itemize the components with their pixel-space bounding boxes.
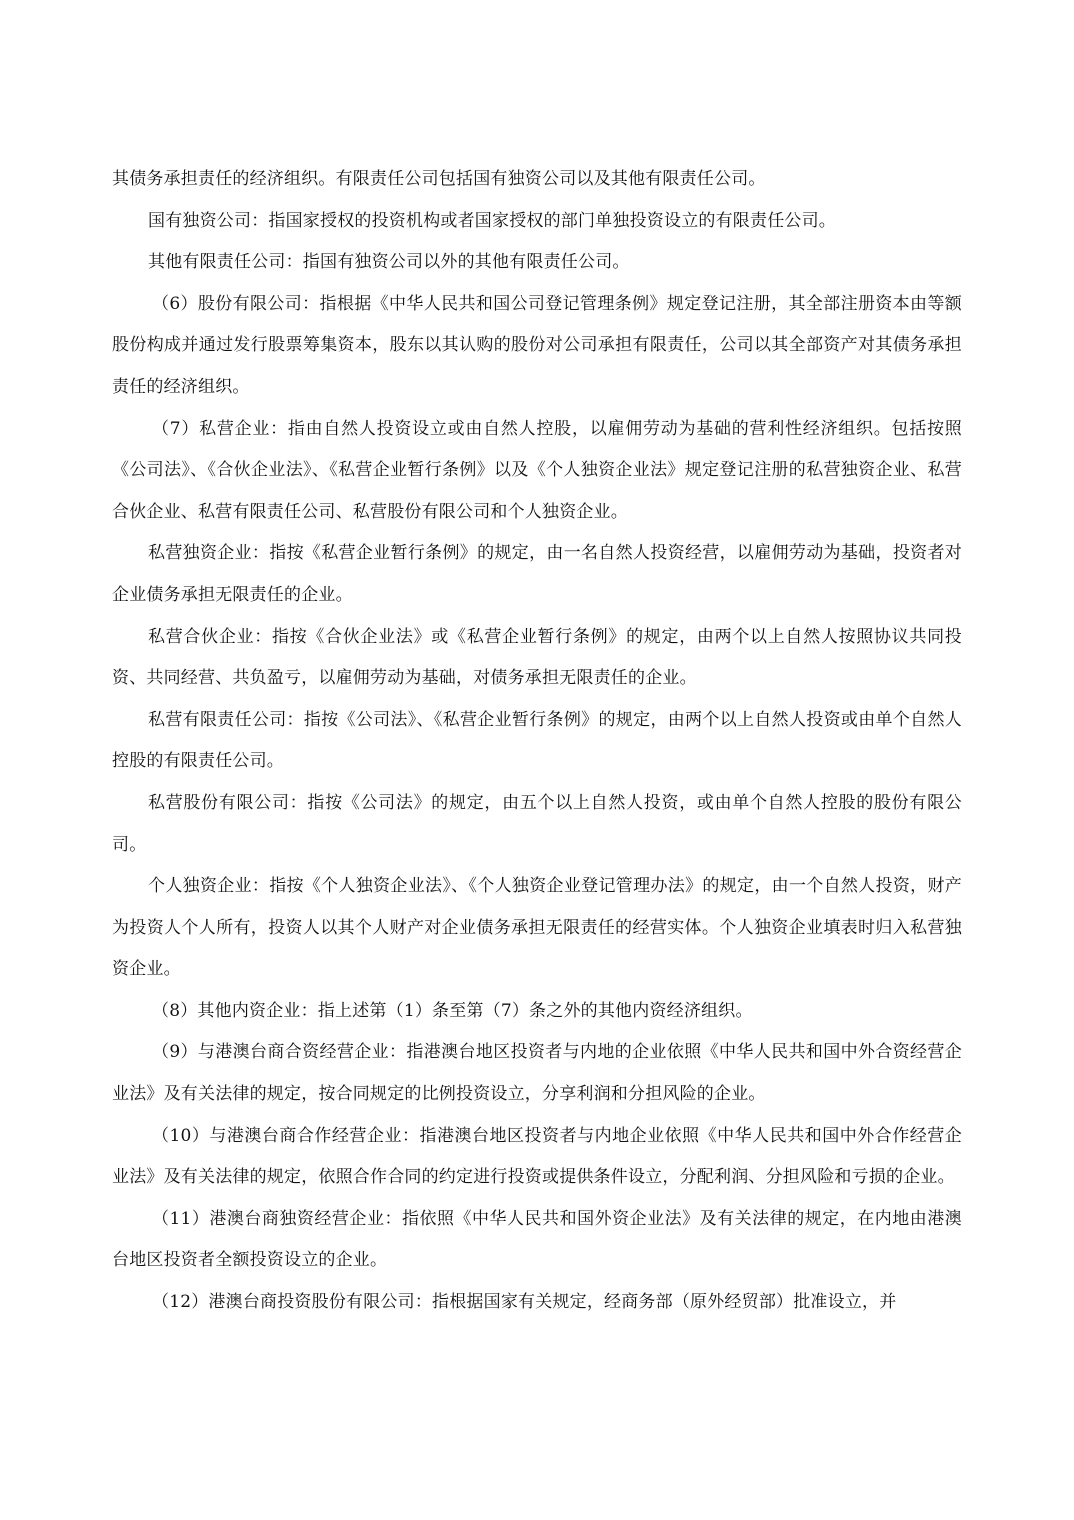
- paragraph-item-11-hmt-wholly-owned: （11）港澳台商独资经营企业：指依照《中华人民共和国外资企业法》及有关法律的规定，在内地由港澳台地区投资者全额投资设立的企业。: [112, 1208, 962, 1271]
- paragraph-private-sole-proprietorship: 私营独资企业：指按《私营企业暂行条例》的规定，由一名自然人投资经营，以雇佣劳动为基础，投资者对企业债务承担无限责任的企业。: [112, 543, 962, 605]
- paragraph-private-joint-stock: 私营股份有限公司：指按《公司法》的规定，由五个以上自然人投资，或由单个自然人控股的股份有限公司。: [112, 792, 962, 855]
- paragraph-private-llc: 私营有限责任公司：指按《公司法》、《私营企业暂行条例》的规定，由两个以上自然人投资或由单个自然人控股的有限责任公司。: [112, 709, 962, 772]
- paragraph-llc-continuation: 其债务承担责任的经济组织。有限责任公司包括国有独资公司以及其他有限责任公司。: [112, 169, 766, 189]
- paragraph-item-6-joint-stock: （6）股份有限公司：指根据《中华人民共和国公司登记管理条例》规定登记注册，其全部注册资本由等额股份构成并通过发行股票筹集资本，股东以其认购的股份对公司承担有限责任，公司以其全部资产对其债务承担责任的经济组织。: [112, 293, 962, 397]
- paragraph-private-partnership: 私营合伙企业：指按《合伙企业法》或《私营企业暂行条例》的规定，由两个以上自然人按照协议共同投资、共同经营、共负盈亏，以雇佣劳动为基础，对债务承担无限责任的企业。: [112, 626, 962, 689]
- paragraph-item-10-hmt-cooperative: （10）与港澳台商合作经营企业：指港澳台地区投资者与内地企业依照《中华人民共和国中外合作经营企业法》及有关法律的规定，依照合作合同的约定进行投资或提供条件设立，分配利润、分担风险和亏损的企业。: [112, 1125, 962, 1188]
- paragraph-individual-sole-enterprise: 个人独资企业：指按《个人独资企业法》、《个人独资企业登记管理办法》的规定，由一个自然人投资，财产为投资人个人所有，投资人以其个人财产对企业债务承担无限责任的经营实体。个人独资企业填表时归入私营独资企业。: [112, 876, 962, 980]
- paragraph-item-8-other-domestic: （8）其他内资企业：指上述第（1）条至第（7）条之外的其他内资经济组织。: [152, 1000, 753, 1021]
- paragraph-item-12-hmt-joint-stock: （12）港澳台商投资股份有限公司：指根据国家有关规定，经商务部（原外经贸部）批准设立，并: [152, 1292, 897, 1313]
- paragraph-other-llc: 其他有限责任公司：指国有独资公司以外的其他有限责任公司。: [148, 252, 630, 273]
- document-page: [112, 159, 962, 1324]
- paragraph-item-9-hmt-joint-venture: （9）与港澳台商合资经营企业：指港澳台地区投资者与内地的企业依照《中华人民共和国中外合资经营企业法》及有关法律的规定，按合同规定的比例投资设立，分享利润和分担风险的企业。: [112, 1042, 962, 1105]
- paragraph-item-7-private-enterprise: （7）私营企业：指由自然人投资设立或由自然人控股，以雇佣劳动为基础的营利性经济组织。包括按照《公司法》、《合伙企业法》、《私营企业暂行条例》以及《个人独资企业法》规定登记注册的私营独资企业、私营合伙企业、私营有限责任公司、私营股份有限公司和个人独资企业。: [112, 418, 962, 522]
- paragraph-state-owned-sole: 国有独资公司：指国家授权的投资机构或者国家授权的部门单独投资设立的有限责任公司。: [148, 210, 836, 231]
